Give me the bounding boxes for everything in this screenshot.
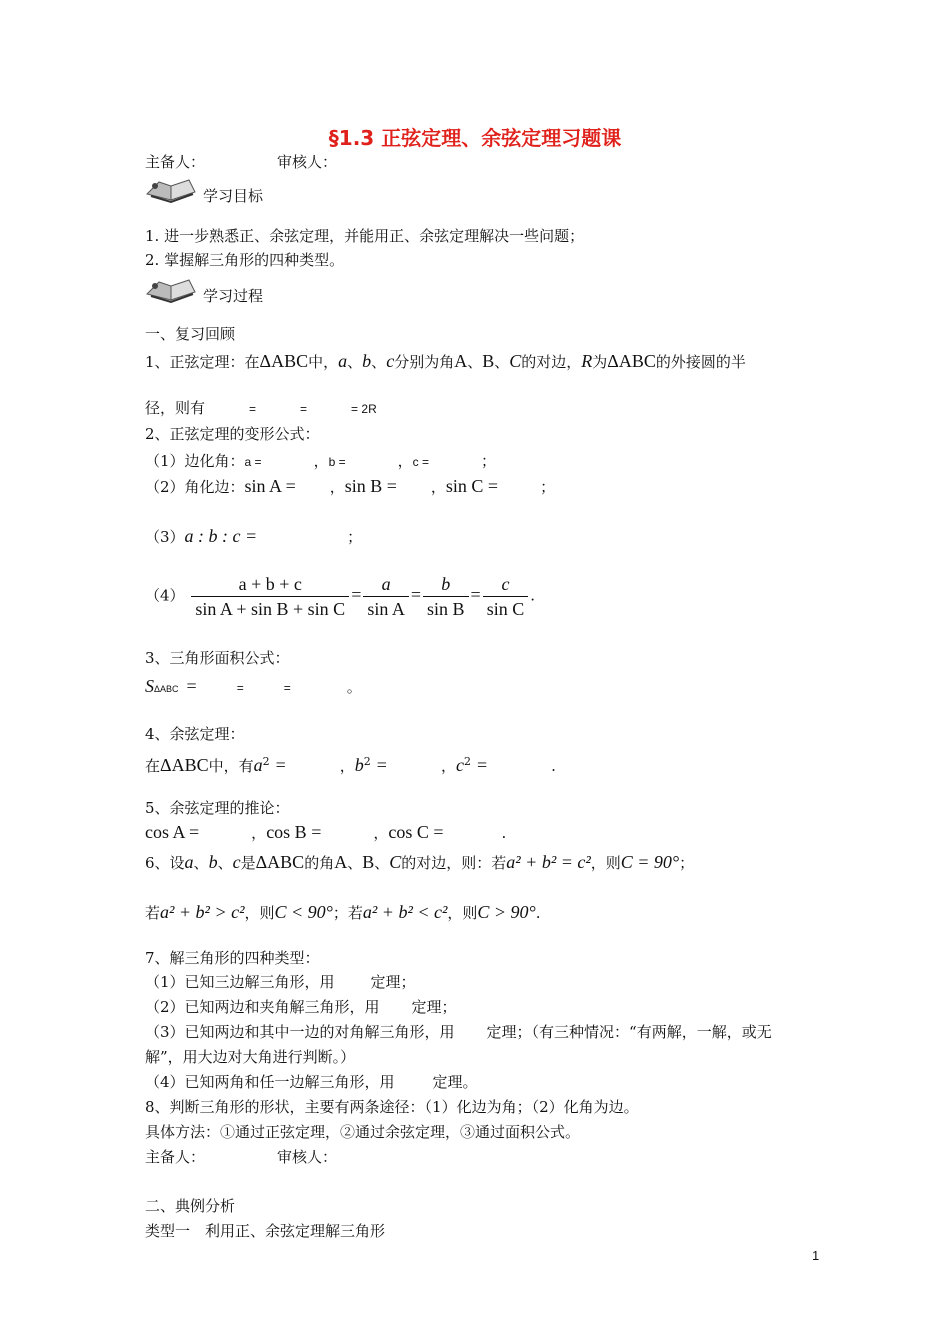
type-1-heading: 类型一 利用正、余弦定理解三角形 <box>145 1222 386 1240</box>
q7-heading: 7、解三角形的四种类型： <box>145 949 320 967</box>
author-line <box>145 152 337 172</box>
q3-heading: 3、三角形面积公式： <box>145 649 290 667</box>
cosine-law: 在ΔABC中，有$a^2$ = ，$b^2$ = ，$c^2$ = . <box>145 755 556 775</box>
book-icon <box>145 176 197 204</box>
part-2-heading: 二、典例分析 <box>145 1197 236 1215</box>
q4-heading: 4、余弦定理： <box>145 725 245 743</box>
q5-heading: 5、余弦定理的推论： <box>145 799 290 817</box>
sine-law-line-2: 径，则有 = = = 2R <box>145 399 377 417</box>
section-process: 学习过程 <box>203 287 264 305</box>
preparer-label: 主备人： <box>145 153 206 171</box>
q6-line-1: 6、设a、b、c是ΔABC的角A、B、C的对边，则：若a² + b² = c²，则C = 90°； <box>145 852 695 872</box>
area-formula: SΔABC = = = 。 <box>145 676 362 696</box>
q2-row-1: （1）边化角：a = ，b = ，c = ； <box>145 452 496 470</box>
sine-law-line: 1、正弦定理：在ΔABC中，a、b、c分别为角A、B、C的对边，R为ΔABC的外接圆的半 <box>145 351 746 371</box>
cosine-corollary: cos A = ，cos B = ，cos C = . <box>145 822 507 842</box>
part-1-heading: 一、复习回顾 <box>145 325 236 343</box>
q7-type-4: （4）已知两角和任一边解三角形，用 定理。 <box>145 1073 478 1091</box>
page-title: §1.3 正弦定理、余弦定理习题课 <box>328 126 622 150</box>
q8-heading: 8、判断三角形的形状，主要有两条途径：（1）化边为角；（2）化角为边。 <box>145 1098 639 1116</box>
page-number: 1 <box>812 1248 820 1263</box>
book-icon <box>145 276 197 304</box>
goal-2: 2. 掌握解三角形的四种类型。 <box>145 251 345 269</box>
q7-type-1: （1）已知三边解三角形，用 定理； <box>145 973 416 991</box>
q7-type-3: （3）已知两边和其中一边的对角解三角形，用 定理；（有三种情况：“有两解，一解，或无 <box>145 1023 772 1041</box>
q8-method: 具体方法：①通过正弦定理，②通过余弦定理，③通过面积公式。 <box>145 1123 581 1141</box>
q2-row-2: （2）角化边：sin A = ，sin B = ，sin C = ； <box>145 476 556 496</box>
author-line-2: 主备人： 审核人： <box>145 1148 338 1166</box>
section-goal: 学习目标 <box>203 187 264 205</box>
q2-heading: 2、正弦定理的变形公式： <box>145 425 320 443</box>
q6-line-2: 若a² + b² > c²，则C < 90°；若a² + b² < c²，则C > 90°. <box>145 902 541 922</box>
reviewer-label: 审核人： <box>277 153 338 171</box>
q7-type-2: （2）已知两边和夹角解三角形，用 定理； <box>145 998 457 1016</box>
q2-row-3: （3）a : b : c = ； <box>145 526 363 546</box>
goal-1: 1. 进一步熟悉正、余弦定理，并能用正、余弦定理解决一些问题； <box>145 227 585 245</box>
q2-row-4: （4） $\frac{a + b + c}{\text{sin A + sin B + sin C}}$ = $\frac{a}{\text{sin A}}$ = $\frac{b}{\text{sin B}}$ = $\frac{c}{\text{sin C}}$ . <box>145 574 535 619</box>
q7-type-3b: 解”，用大边对大角进行判断。） <box>145 1048 356 1066</box>
